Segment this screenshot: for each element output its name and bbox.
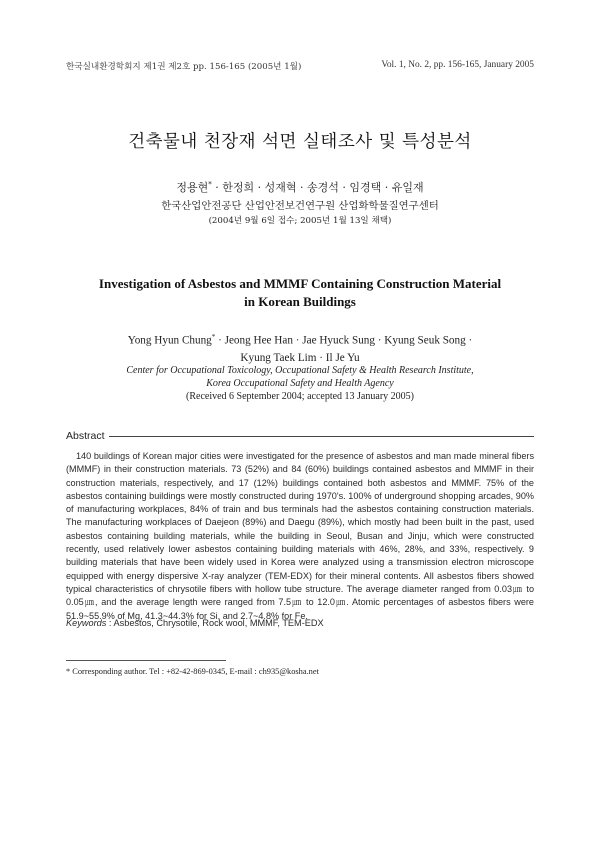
english-coauthors-1: · Jeong Hee Han · Jae Hyuck Sung · Kyung Seuk Song · (215, 334, 473, 347)
english-authors-line-2: Kyung Taek Lim · Il Je Yu (240, 351, 360, 364)
english-corresponding-mark: * (211, 333, 216, 341)
english-title-line-2: in Korean Buildings (244, 294, 356, 309)
english-title (0, 275, 600, 311)
english-authors-line-1 (0, 329, 600, 350)
english-first-author: Yong Hyun Chung (127, 334, 212, 347)
running-head (66, 60, 534, 72)
korean-affiliation: 한국산업안전공단 산업안전보건연구원 산업화학물질연구센터 (161, 200, 439, 212)
abstract-body: 140 buildings of Korean major cities were investigated for the presence of asbestos and man made mineral fibers (MMMF) in their construction materials. 73 (52%) and 84 (60%) buildings contained asbestos and MMMF in their construction materials, respectively, and 17 (12%) buildings contained both asbestos and MMMF. 75% of the asbestos containing buildings were mostly constructed during 1970's. 100% of underground shopping arcades, 90% of manufacturing workplaces, 84% of train and bus terminals had the asbestos containing construction materials. The manufacturing workplaces of Daejeon (89%) and Daegu (89%), which mostly had been built in the past, used asbestos containing building materials, while the building in Seoul, Busan and Jinju, which were constructed recently, used relatively lower asbestos containing building materials with 46%, 28%, and 33%, respectively. 9 building materials that have been widely used in Korea were analyzed using a transmission electron microscope equipped with energy dispersive X-ray analyzer (TEM-EDX) for their mineral contents. All asbestos fibers showed typical characteristics of chrysotile fibers with hollow tube structure. The average diameter ranged from 0.03㎛ to 0.05㎛, and the average length were ranged from 7.5㎛ to 12.0㎛. Atomic percentages of asbestos fibers were 51.9~55.9% of Mg, 41.3~44.3% for Si, and 2.7~4.8% for Fe. (66, 451, 534, 621)
running-head-journal-korean: 한국실내환경학회지 제1권 제2호 pp. 156-165 (2005년 1월) (66, 62, 302, 72)
abstract-heading (66, 430, 534, 442)
english-affiliation (0, 364, 600, 403)
korean-coauthors: · 한정희 · 성재혁 · 송경석 · 임경택 · 유일재 (211, 181, 424, 194)
english-affiliation-line-2: Korea Occupational Safety and Health Agency (206, 378, 394, 389)
corresponding-mark: * (208, 180, 212, 189)
footnote-rule (66, 660, 226, 661)
running-head-journal-english: Vol. 1, No. 2, pp. 156-165, January 2005 (381, 60, 534, 70)
english-authors (0, 329, 600, 367)
korean-authors (0, 179, 600, 195)
korean-title: 건축물내 천장재 석면 실태조사 및 특성분석 (128, 132, 472, 152)
abstract-heading-label: Abstract (66, 430, 105, 442)
corresponding-author-footnote: * Corresponding author. Tel : +82-42-869-0345, E-mail : ch935@kosha.net (66, 667, 319, 676)
english-affiliation-line-1: Center for Occupational Toxicology, Occupational Safety & Health Research Institute, (126, 365, 474, 376)
abstract-heading-rule (109, 436, 534, 437)
english-title-line-1: Investigation of Asbestos and MMMF Containing Construction Material (98, 276, 502, 291)
keywords (66, 618, 534, 628)
keywords-label: Keywords (66, 618, 107, 628)
english-received-date: (Received 6 September 2004; accepted 13 January 2005) (186, 391, 414, 402)
korean-received-date: (2004년 9월 6일 접수; 2005년 1월 13일 채택) (208, 216, 392, 226)
keywords-value: : Asbestos, Chrysotile, Rock wool, MMMF, TEM-EDX (106, 618, 324, 628)
korean-first-author: 정용현 (176, 181, 209, 194)
